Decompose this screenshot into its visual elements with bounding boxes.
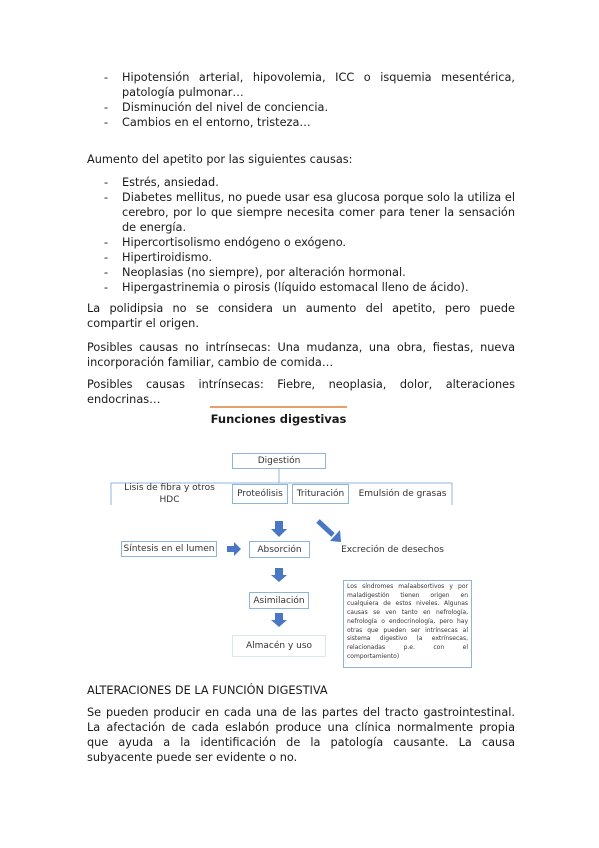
list-item: - Hipercortisolismo endógeno o exógeno.: [104, 235, 515, 250]
digestion-box: Digestión: [232, 453, 326, 469]
list-item: - Diabetes mellitus, no puede usar esa glucosa porque solo la utiliza el cerebro, por lo que siempre necesita comer para tener la sensación de energía.: [104, 190, 515, 235]
asimilacion-box: Asimilación: [249, 592, 309, 609]
list-item: - Estrés, ansiedad.: [104, 175, 515, 190]
branch-emulsion: Emulsión de grasas: [355, 484, 450, 504]
list-item: - Hipotensión arterial, hipovolemia, ICC o isquemia mesentérica, patología pulmonar…: [104, 70, 515, 100]
diagram-title: Funciones digestivas: [210, 406, 347, 428]
malabsorption-note: Los síndromes malaabsortivos y por maladigestión tienen origen en cualquiera de estos niveles. Algunas causas se ven tanto en nefrología, nefrología o endocrinología, pero hay otras que pueden ser intrínsecas al sistema digestivo (a extrínsecas, relacionadas p.e. con el comportamiento): [343, 580, 472, 668]
section-heading: ALTERACIONES DE LA FUNCIÓN DIGESTIVA: [87, 684, 328, 697]
absorcion-box: Absorción: [249, 541, 310, 558]
branch-proteolisis: Proteólisis: [232, 484, 288, 504]
polidipsia-paragraph: La polidipsia no se considera un aumento del apetito, pero puede compartir el origen.: [87, 302, 515, 330]
arrow-down-icon: [271, 568, 287, 582]
excrecion-box: Excreción de desechos: [341, 541, 444, 558]
list-item: - Neoplasias (no siempre), por alteración hormonal.: [104, 265, 515, 280]
list-item: - Cambios en el entorno, tristeza…: [104, 115, 515, 130]
list-item: - Disminución del nivel de conciencia.: [104, 100, 515, 115]
branch-lisis: Lisis de fibra y otros HDC: [113, 484, 226, 504]
arrow-right-icon: [227, 542, 241, 556]
sintesis-box: Síntesis en el lumen: [121, 541, 217, 557]
intrinsic-causes-paragraph: Posibles causas intrínsecas: Fiebre, neoplasia, dolor, alteraciones endocrinas…: [87, 378, 515, 406]
list-item: - Hipergastrinemia o pirosis (líquido estomacal lleno de ácido).: [104, 280, 515, 295]
almacen-box: Almacén y uso: [232, 635, 326, 657]
list-item: - Hipertiroidismo.: [104, 250, 515, 265]
branch-trituracion: Trituración: [292, 484, 349, 504]
final-paragraph: Se pueden producir en cada una de las partes del tracto gastrointestinal. La afectación de cada eslabón produce una clínica normalmente propia que ayuda a la identificación de la patología causante. La causa subyacente puede ser evidente o no.: [87, 706, 515, 764]
arrow-diagonal-icon: [318, 521, 341, 542]
non-intrinsic-causes-paragraph: Posibles causas no intrínsecas: Una mudanza, una obra, fiestas, nueva incorporación familiar, cambio de comida…: [87, 341, 515, 369]
arrow-down-icon: [271, 521, 287, 537]
appetite-heading: Aumento del apetito por las siguientes causas:: [87, 153, 353, 166]
arrow-down-icon: [271, 613, 287, 627]
